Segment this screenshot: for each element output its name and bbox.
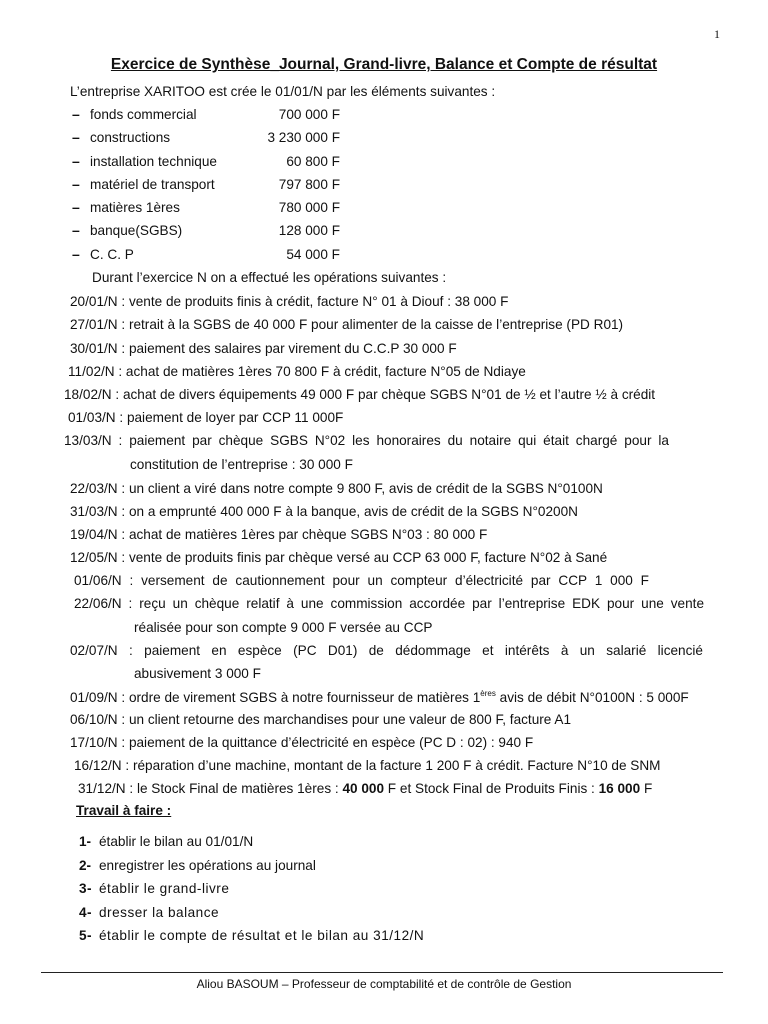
operation-line: 17/10/N : paiement de la quittance d’électricité en espèce (PC D : 02) : 940 F <box>70 735 534 750</box>
operation-line: 01/06/N : versement de cautionnement pour un compteur d’électricité par CCP 1 000 F <box>74 573 649 588</box>
operation-line: 06/10/N : un client retourne des marchandises pour une valeur de 800 F, facture A1 <box>70 712 572 727</box>
operation-line: 18/02/N : achat de divers équipements 49 000 F par chèque SGBS N°01 de ½ et l’autre ½ à crédit <box>64 387 656 402</box>
task-item <box>79 834 424 858</box>
item-label: C. C. P <box>90 246 134 262</box>
footer-divider <box>41 972 723 973</box>
operation-line: 27/01/N : retrait à la SGBS de 40 000 F pour alimenter de la caisse de l’entreprise (PD R01) <box>70 317 624 332</box>
task-text: dresser la balance <box>99 904 220 920</box>
operation-line <box>70 689 689 705</box>
bullet-dash: – <box>72 106 80 122</box>
task-text: enregistrer les opérations au journal <box>99 857 316 873</box>
operation-line: 11/02/N : achat de matières 1ères 70 800 F à crédit, facture N°05 de Ndiaye <box>68 364 526 379</box>
operation-line: 22/03/N : un client a viré dans notre compte 9 800 F, avis de crédit de la SGBS N°0100N <box>70 481 603 496</box>
task-number: 2- <box>79 857 92 873</box>
operation-line: 31/03/N : on a emprunté 400 000 F à la banque, avis de crédit de la SGBS N°0200N <box>70 504 578 519</box>
task-number: 1- <box>79 834 92 849</box>
task-item <box>79 858 424 882</box>
operation-text: F et Stock Final de Produits Finis : <box>384 781 599 796</box>
operation-line: 22/06/N : reçu un chèque relatif à une commission accordée par l’entreprise EDK pour une vente <box>74 596 704 611</box>
operation-line-continued: constitution de l’entreprise : 30 000 F <box>130 457 353 472</box>
item-amount: 797 800 F <box>278 176 340 192</box>
operation-line: 02/07/N : paiement en espèce (PC D01) de dédommage et intérêts à un salarié licencié <box>70 643 703 658</box>
operation-line: 01/03/N : paiement de loyer par CCP 11 000F <box>68 410 344 425</box>
operation-text: avis de débit N°0100N : 5 000F <box>495 690 689 705</box>
bullet-dash: – <box>72 175 80 192</box>
list-item <box>72 154 432 177</box>
task-number: 5- <box>79 928 93 943</box>
bullet-dash: – <box>72 222 80 239</box>
item-label: fonds commercial <box>90 107 197 122</box>
operations-intro: Durant l’exercice N on a effectué les opérations suivantes : <box>92 270 447 285</box>
stock-value: 40 000 <box>342 781 385 796</box>
page-number: 1 <box>714 27 720 41</box>
intro-text: L’entreprise XARITOO est crée le 01/01/N par les éléments suivantes : <box>70 84 496 99</box>
operation-text: 31/12/N : le Stock Final de matières 1ères : <box>78 781 343 796</box>
operation-line: 19/04/N : achat de matières 1ères par chèque SGBS N°03 : 80 000 F <box>70 527 488 542</box>
superscript: ères <box>480 689 496 698</box>
task-item <box>79 905 424 929</box>
bullet-dash: – <box>72 129 80 146</box>
operation-line: 12/05/N : vente de produits finis par chèque versé au CCP 63 000 F, facture N°02 à Sané <box>70 550 608 565</box>
list-item <box>72 130 432 153</box>
list-item <box>72 177 432 200</box>
bullet-dash: – <box>72 245 80 262</box>
task-item <box>79 881 424 905</box>
document-title: Exercice de Synthèse_Journal, Grand-livre, Balance et Compte de résultat <box>110 56 658 73</box>
task-number: 3- <box>79 881 93 896</box>
operation-text: F <box>640 781 653 796</box>
task-number: 4- <box>79 904 93 920</box>
list-item <box>72 247 432 270</box>
item-amount: 54 000 F <box>286 246 340 262</box>
initial-elements-list <box>72 107 432 270</box>
operation-line: 16/12/N : réparation d’une machine, montant de la facture 1 200 F à crédit. Facture N°10 de SNM <box>74 758 661 773</box>
operation-line: 20/01/N : vente de produits finis à crédit, facture N° 01 à Diouf : 38 000 F <box>70 294 509 309</box>
page-footer: Aliou BASOUM – Professeur de comptabilité et de contrôle de Gestion <box>196 977 572 991</box>
operation-line <box>78 781 652 796</box>
item-label: banque(SGBS) <box>90 223 183 239</box>
list-item <box>72 223 432 246</box>
todo-heading: Travail à faire : <box>76 803 172 818</box>
item-amount: 780 000 F <box>278 200 340 216</box>
operation-line: 13/03/N : paiement par chèque SGBS N°02 les honoraires du notaire qui était chargé pour la <box>64 433 669 448</box>
operation-line-continued: abusivement 3 000 F <box>134 666 261 681</box>
bullet-dash: – <box>72 199 80 216</box>
stock-value: 16 000 <box>598 781 641 796</box>
item-amount: 128 000 F <box>278 223 340 239</box>
item-label: matériel de transport <box>90 176 215 192</box>
operation-line-continued: réalisée pour son compte 9 000 F versée au CCP <box>134 620 433 635</box>
item-label: matières 1ères <box>90 200 180 216</box>
operation-line: 30/01/N : paiement des salaires par virement du C.C.P 30 000 F <box>70 341 457 356</box>
task-text: établir le compte de résultat et le bilan au 31/12/N <box>99 928 425 943</box>
item-amount: 60 800 F <box>286 153 340 169</box>
item-label: constructions <box>90 130 171 146</box>
task-list <box>79 834 424 952</box>
bullet-dash: – <box>72 152 80 169</box>
task-text: établir le bilan au 01/01/N <box>99 834 254 849</box>
item-label: installation technique <box>90 153 217 169</box>
item-amount: 3 230 000 F <box>267 130 340 146</box>
list-item <box>72 200 432 223</box>
task-text: établir le grand-livre <box>99 881 230 896</box>
task-item <box>79 928 424 952</box>
item-amount: 700 000 F <box>278 107 340 122</box>
operation-text: 01/09/N : ordre de virement SGBS à notre fournisseur de matières 1 <box>70 690 481 705</box>
list-item <box>72 107 432 130</box>
